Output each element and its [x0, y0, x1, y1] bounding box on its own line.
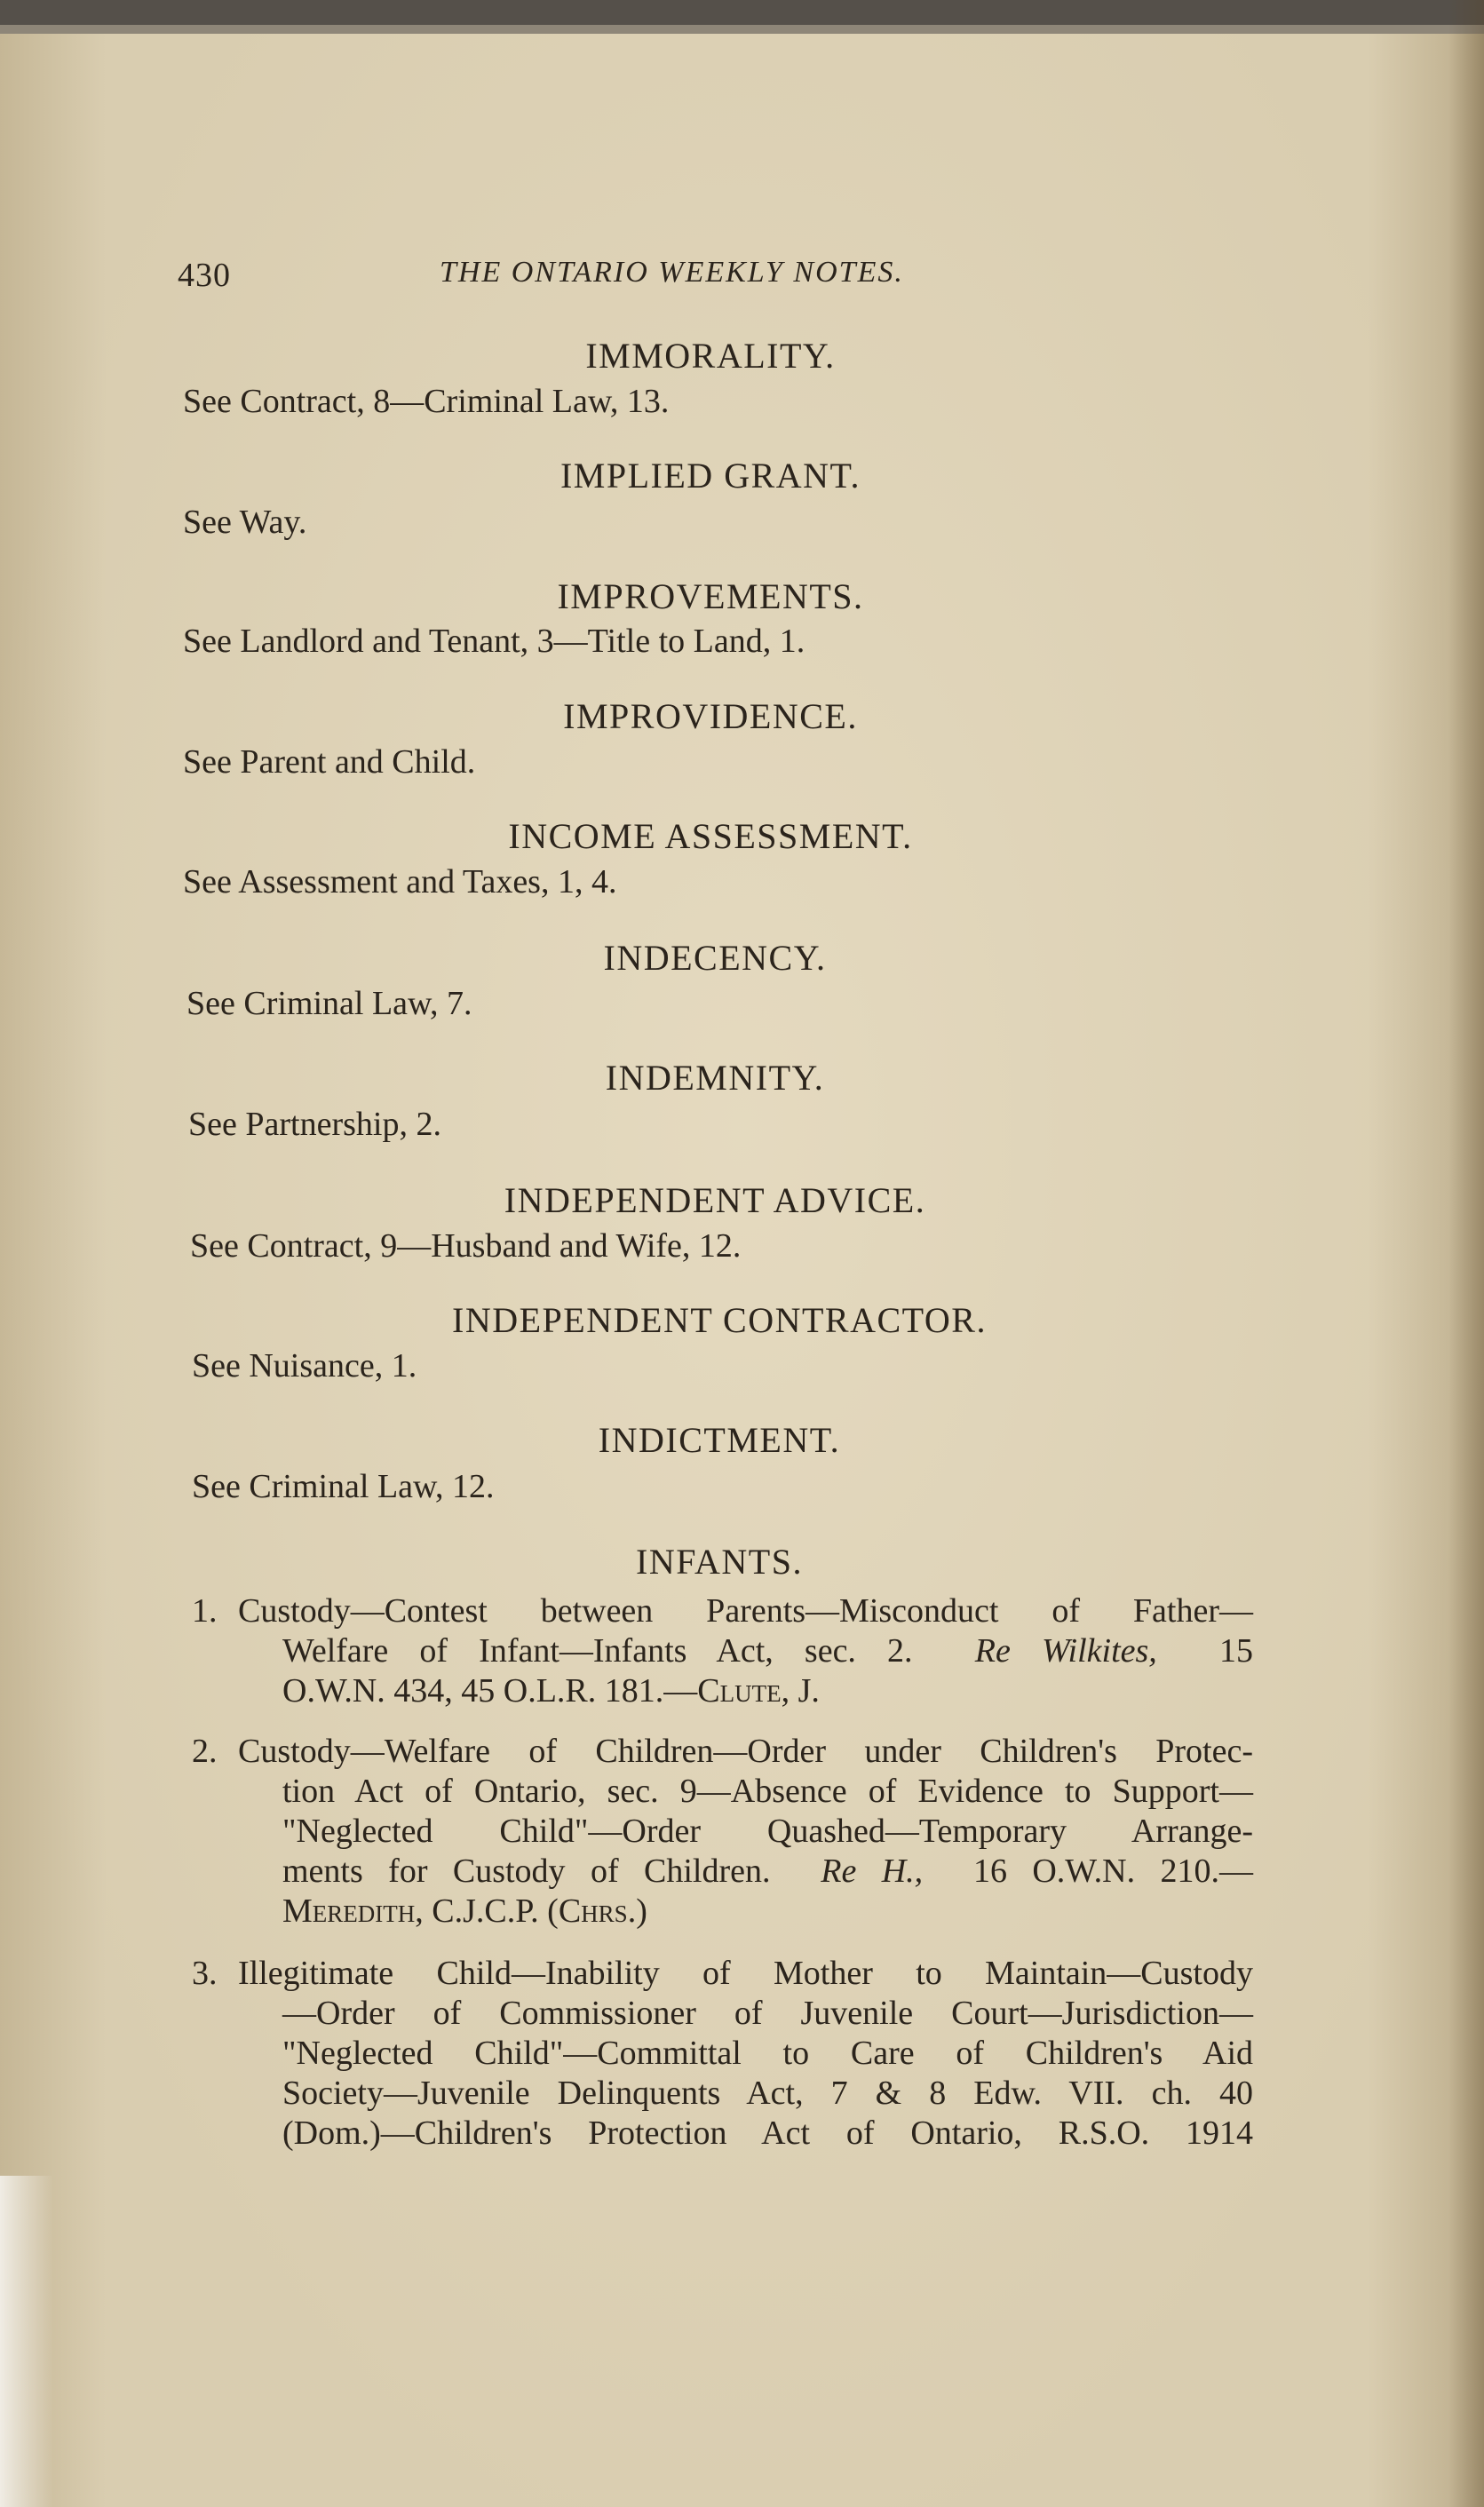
entry-see-reference: See Contract, 9—Husband and Wife, 12.	[190, 1227, 742, 1265]
item-text: 16 O.W.N. 210.—	[972, 1852, 1253, 1890]
item-line: Custody—Welfare of Children—Order under Children's Protec-	[238, 1733, 1253, 1770]
item-text: Welfare of Infant—Infants Act, sec. 2.	[282, 1632, 913, 1670]
running-head: THE ONTARIO WEEKLY NOTES.	[440, 256, 904, 289]
judge: Meredith, C.J.C.P. (Chrs.)	[282, 1892, 647, 1930]
entry-see-reference: See Criminal Law, 7.	[186, 985, 472, 1022]
binding-edge	[0, 0, 1484, 25]
item-line: Society—Juvenile Delinquents Act, 7 & 8 Edw. VII. ch. 40	[282, 2075, 1253, 2112]
page-edge-sheen	[0, 2176, 53, 2507]
item-number: 2.	[192, 1733, 218, 1770]
entry-see-reference: See Assessment and Taxes, 1, 4.	[183, 863, 617, 900]
page-header	[178, 256, 977, 300]
entry-heading: INDEPENDENT CONTRACTOR.	[452, 1300, 987, 1340]
entry-heading: IMPROVIDENCE.	[563, 696, 858, 736]
item-line	[238, 1631, 1253, 1671]
infants-item-2	[192, 1732, 1253, 1932]
entry-see-reference: See Parent and Child.	[183, 743, 476, 781]
item-number: 1.	[192, 1592, 218, 1630]
item-line: tion Act of Ontario, sec. 9—Absence of Evidence to Support—	[282, 1773, 1253, 1810]
case-name: Re H.,	[821, 1852, 924, 1890]
item-line: Illegitimate Child—Inability of Mother to Maintain—Custody	[238, 1955, 1253, 1992]
entry-heading: IMPLIED GRANT.	[559, 456, 861, 496]
page-number: 430	[178, 257, 231, 294]
binding-edge-lower	[0, 25, 1484, 34]
entry-heading: INCOME ASSESSMENT.	[508, 816, 913, 856]
entry-heading: INDECENCY.	[603, 938, 827, 978]
entry-heading: IMMORALITY.	[585, 336, 836, 376]
infants-heading: INFANTS.	[636, 1542, 803, 1582]
item-line: (Dom.)—Children's Protection Act of Ontario, R.S.O. 1914	[282, 2114, 1253, 2152]
entry-see-reference: See Landlord and Tenant, 3—Title to Land, 1.	[183, 623, 805, 660]
judge: Clute, J.	[697, 1672, 820, 1710]
item-number: 3.	[192, 1955, 218, 1992]
item-text: O.W.N. 434, 45 O.L.R. 181.—	[282, 1672, 698, 1710]
infants-item-1	[192, 1591, 1253, 1711]
item-line: —Order of Commissioner of Juvenile Court—Jurisdiction—	[282, 1995, 1253, 2032]
item-text: ments for Custody of Children.	[282, 1852, 771, 1890]
entry-heading: INDEPENDENT ADVICE.	[504, 1180, 926, 1220]
entry-heading: INDEMNITY.	[605, 1058, 825, 1098]
entry-see-reference: See Nuisance, 1.	[192, 1347, 417, 1384]
item-line: "Neglected Child"—Order Quashed—Temporary Arrange-	[282, 1813, 1253, 1850]
entry-heading: IMPROVEMENTS.	[557, 576, 864, 616]
case-name: Re Wilkites,	[974, 1632, 1157, 1670]
case-citation: 15	[1219, 1632, 1254, 1670]
infants-item-3	[192, 1954, 1253, 2154]
item-line: "Neglected Child"—Committal to Care of Children's Aid	[282, 2035, 1253, 2072]
entry-see-reference: See Partnership, 2.	[188, 1106, 441, 1143]
entry-see-reference: See Way.	[183, 504, 307, 541]
item-line	[238, 1671, 1253, 1711]
entry-see-reference: See Contract, 8—Criminal Law, 13.	[183, 383, 670, 420]
item-line: Custody—Contest between Parents—Misconduct of Father—	[238, 1592, 1253, 1630]
entry-heading: INDICTMENT.	[598, 1420, 841, 1460]
entry-see-reference: See Criminal Law, 12.	[192, 1468, 495, 1505]
item-line	[238, 1852, 1253, 1892]
page-edge-shadow	[1448, 0, 1484, 2507]
